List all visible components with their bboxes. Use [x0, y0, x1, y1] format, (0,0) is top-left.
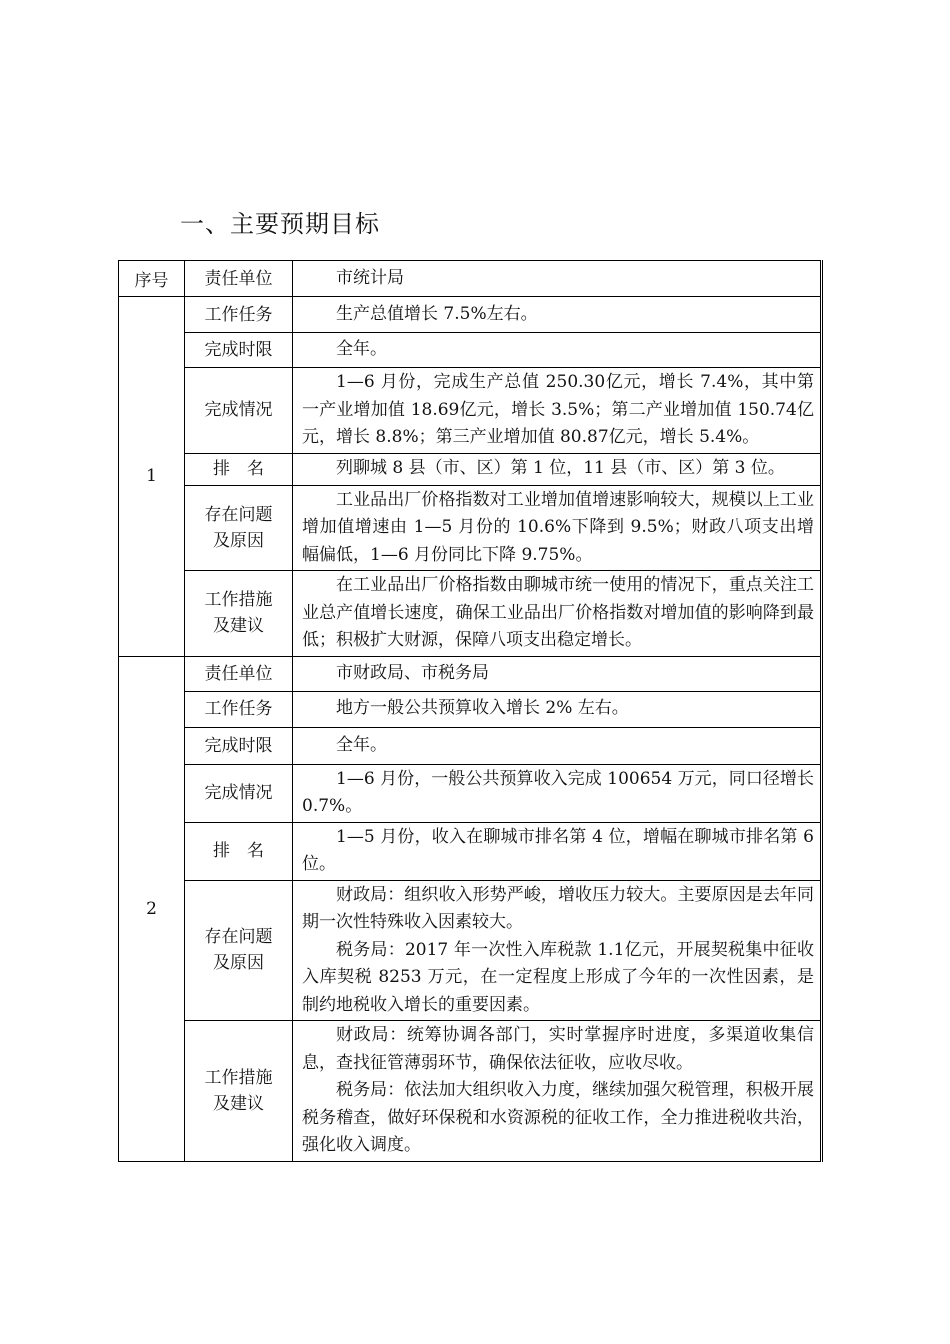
table-row: [119, 691, 822, 727]
header-label: 责任单位: [185, 261, 293, 297]
row-value: 列聊城 8 县（市、区）第 1 位，11 县（市、区）第 3 位。: [293, 453, 822, 485]
row-value: 生产总值增长 7.5%左右。: [293, 297, 822, 333]
row-label: 工作任务: [185, 691, 293, 727]
row-value: 地方一般公共预算收入增长 2% 左右。: [293, 691, 822, 727]
row-label: 完成时限: [185, 727, 293, 764]
table-header-row: [119, 261, 822, 297]
row-label: 存在问题 及原因: [185, 485, 293, 571]
row-label: 排 名: [185, 453, 293, 485]
row-label: 工作任务: [185, 297, 293, 333]
row-value: 市财政局、市税务局: [293, 656, 822, 691]
row-label: 完成时限: [185, 333, 293, 368]
table-row: [119, 880, 822, 1021]
row-value: 1—5 月份，收入在聊城市排名第 4 位，增幅在聊城市排名第 6 位。: [293, 822, 822, 880]
table-row: [119, 453, 822, 485]
table-row: [119, 656, 822, 691]
group-1-seq: 1: [119, 297, 185, 657]
row-label: 完成情况: [185, 764, 293, 822]
header-seq: 序号: [119, 261, 185, 297]
table-row: [119, 485, 822, 571]
row-value: 在工业品出厂价格指数由聊城市统一使用的情况下，重点关注工业总产值增长速度，确保工业品出厂价格指数对增加值的影响降到最低；积极扩大财源，保障八项支出稳定增长。: [293, 571, 822, 657]
row-value: 1—6 月份，一般公共预算收入完成 100654 万元，同口径增长 0.7%。: [293, 764, 822, 822]
row-label: 工作措施 及建议: [185, 1021, 293, 1162]
row-value: 全年。: [293, 727, 822, 764]
section-heading: 一、主要预期目标: [180, 210, 380, 238]
row-value: 财政局：组织收入形势严峻，增收压力较大。主要原因是去年同期一次性特殊收入因素较大。 税务局：2017 年一次性入库税款 1.1亿元，开展契税集中征收入库契税 8253 万元，在一定程度上形成了今年的一次性因素，是制约地税收入增长的重要因素。: [293, 880, 822, 1021]
row-value: 工业品出厂价格指数对工业增加值增速影响较大，规模以上工业增加值增速由 1—5 月份的 10.6%下降到 9.5%；财政八项支出增幅偏低，1—6 月份同比下降 9.75%。: [293, 485, 822, 571]
row-label: 存在问题 及原因: [185, 880, 293, 1021]
table-row: [119, 727, 822, 764]
table-row: [119, 764, 822, 822]
table-row: [119, 822, 822, 880]
table-row: [119, 333, 822, 368]
table-row: [119, 297, 822, 333]
table-row: [119, 571, 822, 657]
group-2-seq: 2: [119, 656, 185, 1161]
row-label: 工作措施 及建议: [185, 571, 293, 657]
row-label: 排 名: [185, 822, 293, 880]
header-value: 市统计局: [293, 261, 822, 297]
row-label: 完成情况: [185, 368, 293, 454]
row-label: 责任单位: [185, 656, 293, 691]
row-value: 全年。: [293, 333, 822, 368]
targets-table: [118, 260, 823, 1162]
row-value: 财政局：统筹协调各部门，实时掌握序时进度，多渠道收集信息，查找征管薄弱环节，确保依法征收，应收尽收。 税务局：依法加大组织收入力度，继续加强欠税管理，积极开展税务稽查，做好环保税和水资源税的征收工作，全力推进税收共治，强化收入调度。: [293, 1021, 822, 1162]
table-row: [119, 1021, 822, 1162]
row-value: 1—6 月份，完成生产总值 250.30亿元，增长 7.4%，其中第一产业增加值 18.69亿元，增长 3.5%；第二产业增加值 150.74亿元，增长 8.8%；第三产业增加值 80.87亿元，增长 5.4%。: [293, 368, 822, 454]
table-row: [119, 368, 822, 454]
